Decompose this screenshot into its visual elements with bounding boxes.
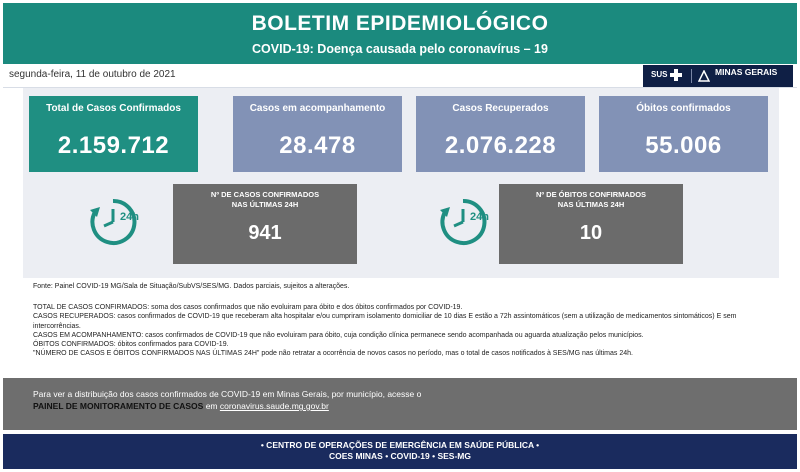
monitoring-cases-card — [233, 96, 402, 172]
info-link-line — [33, 400, 797, 412]
clock-24h-icon — [437, 196, 489, 248]
label-line-2: NAS ÚLTIMAS 24H — [231, 200, 299, 209]
card-label: Óbitos confirmados — [636, 103, 731, 114]
card-label — [499, 190, 683, 210]
header-banner — [3, 3, 797, 64]
card-value: 941 — [248, 222, 282, 244]
footer-line-1: • CENTRO DE OPERAÇÕES DE EMERGÊNCIA EM SAÚDE PÚBLICA • — [260, 440, 540, 450]
deaths-last-24h-card — [499, 184, 683, 264]
card-label: Casos em acompanhamento — [249, 103, 386, 114]
card-value: 2.076.228 — [444, 132, 557, 159]
government-logos — [643, 65, 793, 87]
monitoring-panel-link[interactable]: PAINEL DE MONITORAMENTO DE CASOS — [33, 401, 204, 411]
definitions-notes — [33, 282, 773, 358]
label-line-2: NAS ÚLTIMAS 24H — [557, 200, 625, 209]
card-value: 2.159.712 — [57, 132, 170, 159]
minas-gerais-logo: MINAS GERAIS — [715, 67, 778, 77]
card-value: 55.006 — [645, 132, 722, 159]
data-source: Fonte: Painel COVID-19 MG/Sala de Situação/SubVS/SES/MG. Dados parciais, sujeitos a alterações. — [33, 283, 350, 290]
stats-panel — [23, 88, 779, 278]
health-cross-icon — [669, 68, 683, 82]
footer-banner — [3, 434, 797, 469]
label-line-1: Nº DE CASOS CONFIRMADOS — [210, 190, 320, 199]
card-value: 10 — [579, 222, 603, 244]
card-label — [173, 190, 357, 210]
logo-divider — [691, 69, 692, 83]
note-deaths: ÓBITOS CONFIRMADOS: óbitos confirmados para COVID-19. — [33, 341, 229, 349]
clock-label: 24h — [120, 211, 139, 223]
note-recovered: CASOS RECUPERADOS: casos confirmados de COVID-19 que receberam alta hospitalar e/ou cumpriram isolamento domiciliar de 10 dias E estão a 72h assintomáticos (sem a utilização de medicamentos sintomáticos) E sem intercorrências. — [33, 313, 737, 330]
card-value: 28.478 — [279, 132, 356, 159]
footer-line-2: COES MINAS • COVID-19 • SES-MG — [329, 451, 471, 461]
note-total-confirmed: TOTAL DE CASOS CONFIRMADOS: soma dos casos confirmados que não evoluiram para óbito e dos óbitos confirmados por COVID-19. — [33, 304, 463, 312]
report-date: segunda-feira, 11 de outubro de 2021 — [9, 69, 176, 80]
info-connector: em — [203, 401, 220, 411]
total-confirmed-card — [29, 96, 198, 172]
page-subtitle: COVID-19: Doença causada pelo coronavírus – 19 — [252, 42, 548, 56]
card-label: Total de Casos Confirmados — [46, 103, 181, 114]
cases-last-24h-card — [173, 184, 357, 264]
label-line-1: Nº DE ÓBITOS CONFIRMADOS — [535, 190, 647, 199]
card-label: Casos Recuperados — [452, 103, 549, 114]
website-link[interactable]: coronavirus.saude.mg.gov.br — [219, 401, 329, 411]
info-line: Para ver a distribuição dos casos confirmados de COVID-19 em Minas Gerais, por município, acesse o — [33, 389, 422, 399]
date-bar — [3, 64, 797, 88]
page-title: BOLETIM EPIDEMIOLÓGICO — [251, 12, 549, 35]
note-last-24h: "NÚMERO DE CASOS E ÓBITOS CONFIRMADOS NAS ÚLTIMAS 24H" pode não retratar a ocorrência de novos casos no período, mas o total de casos notificados à SES/MG nas últimas 24h. — [33, 350, 633, 358]
clock-24h-icon — [87, 196, 139, 248]
clock-label: 24h — [470, 211, 489, 223]
note-monitoring: CASOS EM ACOMPANHAMENTO: casos confirmados de COVID-19 que não evoluiram para óbito, cuja condição clínica permanece sendo acompanhada ou aguarda atualização pelos municípios. — [33, 331, 644, 339]
distribution-info-banner — [3, 378, 797, 430]
minas-gerais-triangle-icon — [698, 70, 710, 82]
confirmed-deaths-card — [599, 96, 768, 172]
recovered-cases-card — [416, 96, 585, 172]
sus-logo: SUS — [651, 70, 668, 79]
